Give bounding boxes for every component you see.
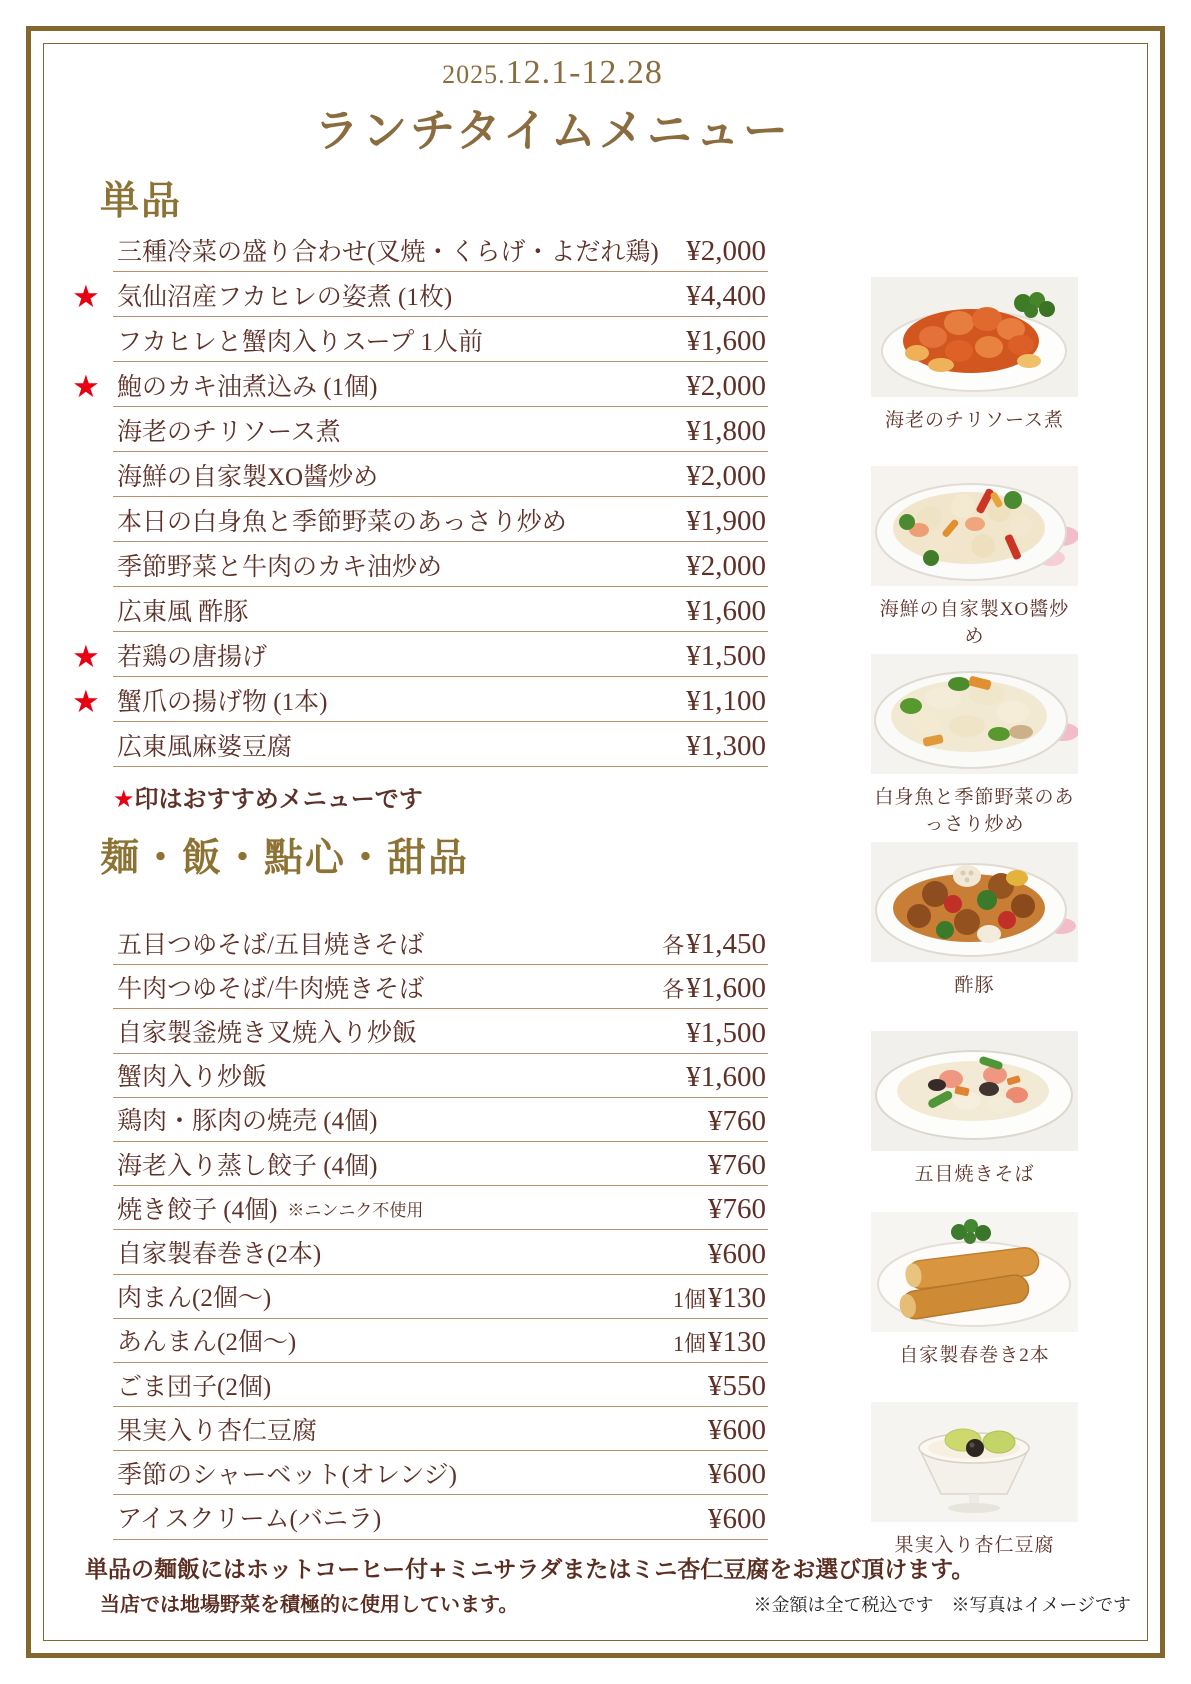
section-heading-men-han: 麺・飯・點心・甜品 [100, 836, 470, 881]
date-range [0, 54, 1105, 92]
item-name: 果実入り杏仁豆腐 [117, 1417, 318, 1445]
item-name: 海老のチリソース煮 [117, 418, 341, 446]
item-price: ¥760 [708, 1193, 766, 1226]
menu-item-row [113, 1230, 768, 1274]
photo-caption: 酢豚 [954, 975, 995, 996]
item-price: ¥600 [708, 1458, 766, 1491]
menu-item-row [113, 1142, 768, 1186]
date-days: 12.1-12.28 [505, 54, 663, 91]
price-prefix: 各 [662, 933, 685, 959]
photo-caption: 海鮮の自家製XO醬炒め [879, 599, 1070, 647]
item-name: 鮑のカキ油煮込み (1個) [117, 373, 378, 401]
menu-photo [871, 277, 1078, 432]
item-price: ¥1,100 [686, 685, 766, 717]
recommended-note [113, 779, 768, 819]
menu-item-row [113, 921, 768, 965]
menu-photo [871, 842, 1078, 997]
photo-caption: 白身魚と季節野菜のあっさり炒め [874, 787, 1075, 835]
item-name: アイスクリーム(バニラ) [117, 1506, 382, 1534]
item-name: 本日の白身魚と季節野菜のあっさり炒め [117, 508, 567, 536]
item-name: 自家製釜焼き叉焼入り炒飯 [117, 1020, 418, 1048]
item-name: 若鶏の唐揚げ [117, 643, 268, 671]
photo-caption: 海老のチリソース煮 [884, 410, 1065, 431]
item-name: 季節野菜と牛肉のカキ油炒め [117, 553, 443, 581]
section-heading-tanpin: 単品 [100, 179, 183, 224]
price-prefix: 1個 [672, 1286, 706, 1312]
item-name: 蟹肉入り炒飯 [117, 1064, 268, 1092]
item-price [672, 1325, 766, 1358]
item-name: 気仙沼産フカヒレの姿煮 (1枚) [117, 283, 453, 311]
menu-list-column [72, 176, 975, 1584]
menu-item-row [113, 407, 768, 452]
menu-item-row [72, 632, 768, 677]
tax-photo-note: ※金額は全て税込です ※写真はイメージです [753, 1595, 1131, 1615]
item-price: ¥2,000 [686, 550, 766, 582]
menu-item-row [113, 722, 768, 767]
annin-dofu-photo [871, 1402, 1078, 1522]
menu-item-row [113, 1407, 768, 1451]
price-amount: ¥130 [708, 1325, 766, 1358]
item-price [662, 930, 766, 959]
photo-caption: 果実入り杏仁豆腐 [894, 1535, 1055, 1556]
item-price: ¥600 [708, 1237, 766, 1270]
menu-item-row [113, 1098, 768, 1142]
item-name: ごま団子(2個) [117, 1373, 272, 1401]
menu-item-row [113, 1275, 768, 1319]
item-name: 鶏肉・豚肉の焼売 (4個) [117, 1108, 378, 1136]
menu-item-row [113, 1495, 768, 1539]
star-icon: ★ [113, 785, 135, 813]
menu-item-row [72, 362, 768, 407]
item-note: ※ニンニク不使用 [287, 1201, 424, 1221]
menu-header [0, 54, 1105, 159]
menu-photo [871, 1402, 1078, 1557]
item-price: ¥1,300 [686, 730, 766, 762]
item-price: ¥2,000 [686, 235, 766, 267]
item-price: ¥2,000 [686, 370, 766, 402]
item-name: 自家製春巻き(2本) [117, 1241, 322, 1268]
item-name: 焼き餃子 (4個) [117, 1196, 278, 1224]
page-title: ランチタイムメニュー [314, 106, 791, 156]
menu-item-row [113, 542, 768, 587]
item-price: ¥1,500 [686, 640, 766, 672]
menu-item-row [113, 1009, 768, 1053]
menu-photo [871, 1031, 1078, 1186]
item-name: 肉まん(2個〜) [117, 1285, 272, 1313]
recommended-note-text: 印はおすすめメニューです [134, 785, 423, 813]
menu-item-row [113, 452, 768, 497]
item-name: 牛肉つゆそば/牛肉焼きそば [117, 975, 424, 1003]
set-option-note: 単品の麺飯にはホットコーヒー付+ミニサラダまたはミニ杏仁豆腐をお選び頂けます。 [85, 1556, 975, 1583]
item-price [672, 1281, 766, 1314]
item-price: ¥760 [708, 1104, 766, 1137]
star-icon: ★ [72, 684, 100, 720]
item-price: ¥600 [708, 1502, 766, 1535]
star-icon: ★ [72, 279, 100, 315]
subuta-photo [871, 842, 1078, 962]
price-amount: ¥1,450 [686, 928, 766, 961]
menu-photo [871, 1212, 1078, 1367]
menu-item-row [113, 965, 768, 1009]
menu-item-row [113, 1363, 768, 1407]
item-name: 三種冷菜の盛り合わせ(叉焼・くらげ・よだれ鶏) [117, 238, 659, 266]
shiromi-fish-photo [871, 654, 1078, 774]
xo-seafood-photo [871, 466, 1078, 586]
date-year: 2025. [442, 60, 506, 89]
menu-item-row [113, 317, 768, 362]
menu-item-row [113, 1451, 768, 1495]
item-name: 広東風 酢豚 [117, 598, 249, 626]
item-price: ¥1,900 [686, 505, 766, 537]
section-tanpin-rows [72, 227, 768, 767]
menu-item-row [113, 587, 768, 632]
photo-caption: 自家製春巻き2本 [899, 1345, 1050, 1366]
price-prefix: 各 [662, 977, 685, 1003]
menu-photo [871, 654, 1078, 836]
item-price: ¥760 [708, 1149, 766, 1182]
item-name: 広東風麻婆豆腐 [117, 733, 293, 761]
item-price: ¥2,000 [686, 460, 766, 492]
price-amount: ¥130 [708, 1281, 766, 1314]
menu-item-row [113, 1186, 768, 1230]
star-icon: ★ [72, 639, 100, 675]
local-vegetables-note: 当店では地場野菜を積極的に使用しています。 [100, 1592, 519, 1616]
item-price: ¥1,500 [686, 1016, 766, 1049]
price-amount: ¥1,600 [686, 972, 766, 1005]
gomoku-yakisoba-photo [871, 1031, 1078, 1151]
item-price: ¥1,600 [686, 325, 766, 357]
item-price [662, 974, 766, 1003]
menu-item-row [113, 497, 768, 542]
page-footer [100, 1588, 1131, 1617]
item-name: 海老入り蒸し餃子 (4個) [117, 1152, 378, 1180]
photo-caption: 五目焼きそば [914, 1164, 1035, 1185]
item-name: フカヒレと蟹肉入りスープ 1人前 [117, 328, 484, 356]
menu-item-row [113, 1054, 768, 1098]
item-price: ¥550 [708, 1370, 766, 1403]
item-name: 蟹爪の揚げ物 (1本) [117, 688, 328, 716]
item-name: 海鮮の自家製XO醬炒め [117, 463, 379, 491]
menu-item-row [113, 227, 768, 272]
menu-item-row [72, 272, 768, 317]
item-price: ¥1,600 [686, 1060, 766, 1093]
item-name: あんまん(2個〜) [117, 1329, 297, 1357]
harumaki-photo [871, 1212, 1078, 1332]
item-price: ¥600 [708, 1414, 766, 1447]
star-icon: ★ [72, 369, 100, 405]
item-name: 五目つゆそば/五目焼きそば [117, 931, 424, 959]
section-men-han-rows [113, 921, 768, 1540]
ebi-chili-photo [871, 277, 1078, 397]
menu-item-row [72, 677, 768, 722]
price-prefix: 1個 [672, 1330, 706, 1356]
item-price: ¥1,800 [686, 415, 766, 447]
menu-photo [871, 466, 1078, 648]
item-price: ¥4,400 [686, 280, 766, 312]
item-price: ¥1,600 [686, 595, 766, 627]
item-name: 季節のシャーベット(オレンジ) [117, 1461, 457, 1489]
menu-item-row [113, 1319, 768, 1363]
